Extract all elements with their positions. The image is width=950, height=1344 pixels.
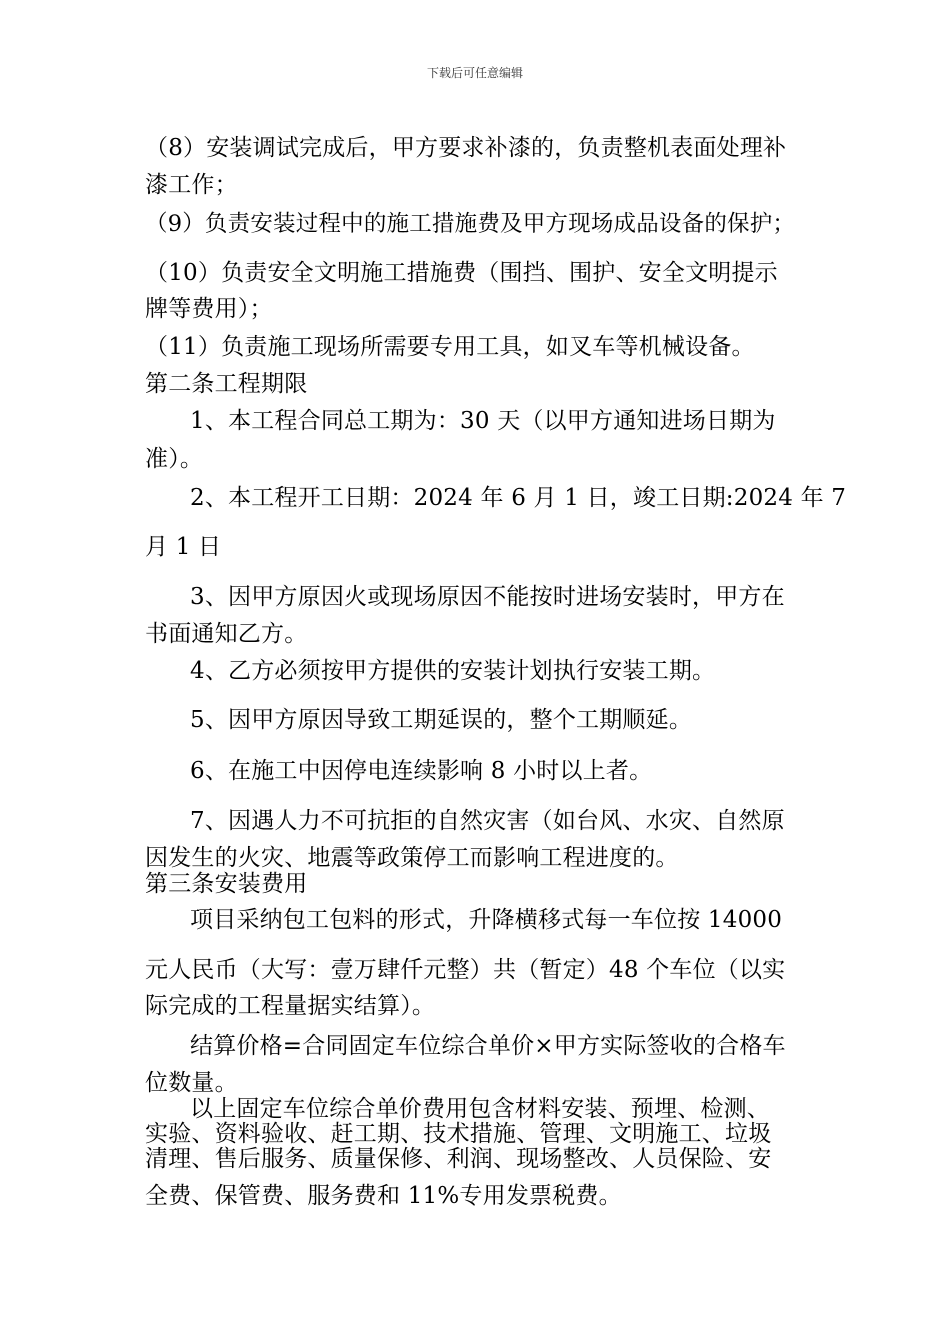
section-heading: 第二条工程期限 <box>145 371 308 397</box>
text-line: 位数量。 <box>145 1070 238 1096</box>
text-line: 7、因遇人力不可抗拒的自然灾害（如台风、水灾、自然原 <box>190 808 785 834</box>
text-line: 漆工作； <box>145 172 238 198</box>
text-line: 因发生的火灾、地震等政策停工而影响工程进度的。 <box>145 845 679 871</box>
text-line: 实验、资料验收、赶工期、技术措施、管理、文明施工、垃圾 <box>145 1121 772 1147</box>
text-line: （9）负责安装过程中的施工措施费及甲方现场成品设备的保护； <box>145 211 796 237</box>
text-line: 项目采纳包工包料的形式，升降横移式每一车位按 14000 <box>190 907 783 933</box>
text-line: 5、因甲方原因导致工期延误的，整个工期顺延。 <box>190 707 693 733</box>
text-line: 3、因甲方原因火或现场原因不能按时进场安装时，甲方在 <box>190 584 785 610</box>
text-line: 书面通知乙方。 <box>145 621 308 647</box>
text-line: 际完成的工程量据实结算）。 <box>145 993 436 1019</box>
text-line: 4、乙方必须按甲方提供的安装计划执行安装工期。 <box>190 658 716 684</box>
text-line: 2、本工程开工日期：2024 年 6 月 1 日，竣工日期:2024 年 7 <box>190 485 847 511</box>
text-line: 牌等费用）； <box>145 296 273 322</box>
text-line: 6、在施工中因停电连续影响 8 小时以上者。 <box>190 758 653 784</box>
text-line: （10）负责安全文明施工措施费（围挡、围护、安全文明提示 <box>145 260 778 286</box>
text-line: 准）。 <box>145 446 204 472</box>
text-line: 月 1 日 <box>145 534 222 560</box>
text-line: 以上固定车位综合单价费用包含材料安装、预埋、检测、 <box>190 1096 770 1122</box>
text-line: 元人民币（大写：壹万肆仟元整）共（暂定）48 个车位（以实 <box>145 957 786 983</box>
text-line: 结算价格=合同固定车位综合单价×甲方实际签收的合格车 <box>190 1033 786 1059</box>
text-line: 清理、售后服务、质量保修、利润、现场整改、人员保险、安 <box>145 1146 772 1172</box>
section-heading: 第三条安装费用 <box>145 871 308 897</box>
text-line: （8）安装调试完成后，甲方要求补漆的，负责整机表面处理补 <box>145 135 787 161</box>
text-line: （11）负责施工现场所需要专用工具，如叉车等机械设备。 <box>145 334 755 360</box>
text-line: 全费、保管费、服务费和 11%专用发票税费。 <box>145 1183 622 1209</box>
text-line: 1、本工程合同总工期为：30 天（以甲方通知进场日期为 <box>190 408 776 434</box>
page-header-note: 下载后可任意编辑 <box>426 66 523 80</box>
